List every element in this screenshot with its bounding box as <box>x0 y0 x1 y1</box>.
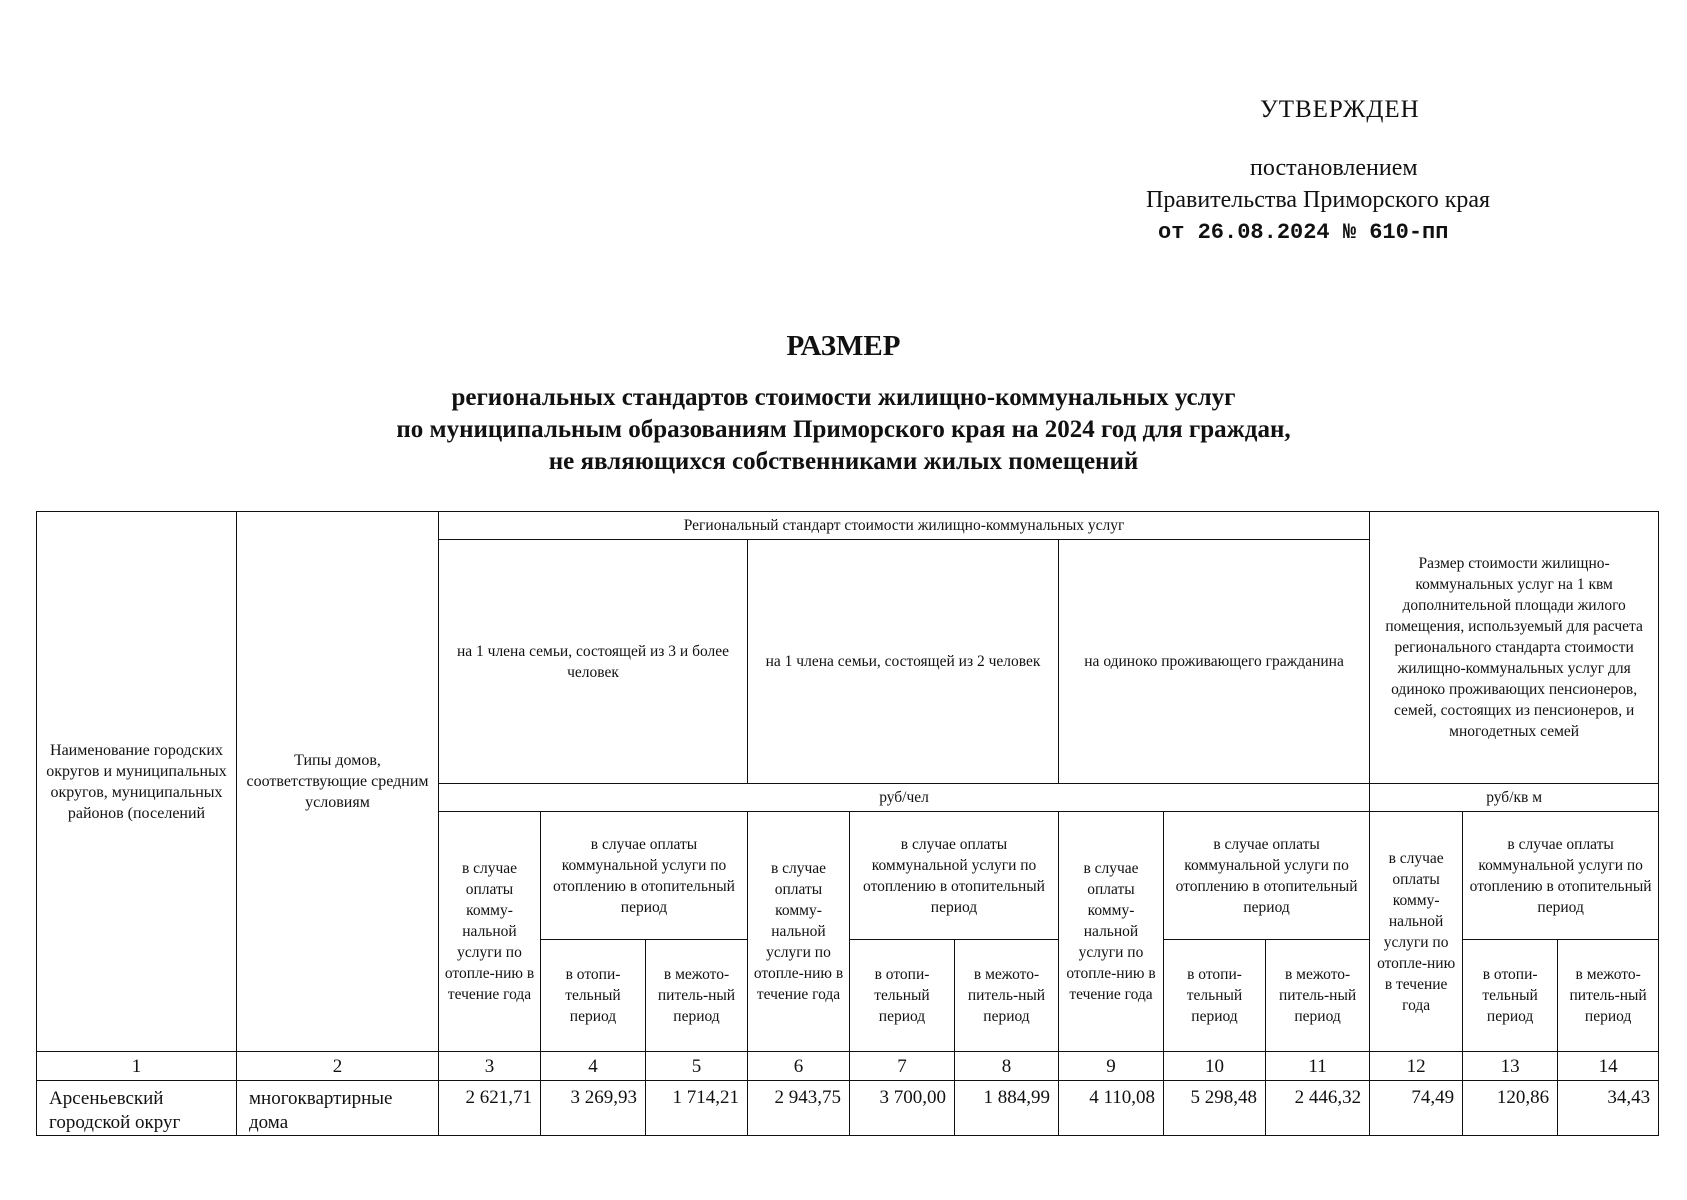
approval-authority: Правительства Приморского края <box>1146 187 1491 213</box>
regional-standard-header: Региональный стандарт стоимости жилищно-коммунальных услуг <box>439 512 1370 540</box>
sub-header-off-period-3plus: в межото-питель-ный период <box>646 940 748 1052</box>
column-number: 5 <box>646 1052 748 1081</box>
row-value: 74,49 <box>1370 1081 1463 1136</box>
row-value: 3 269,93 <box>541 1081 646 1136</box>
column-number: 9 <box>1059 1052 1164 1081</box>
column-number: 4 <box>541 1052 646 1081</box>
row-value: 4 110,08 <box>1059 1081 1164 1136</box>
row-value: 2 446,32 <box>1266 1081 1370 1136</box>
col-header-house-type: Типы домов, соответствующие средним условиям <box>237 512 439 1052</box>
unit-per-sqm: руб/кв м <box>1370 784 1659 812</box>
row-value: 3 700,00 <box>850 1081 955 1136</box>
table-row <box>37 1081 1659 1136</box>
sub-header-year-3plus: в случае оплаты комму-нальной услуги по отопле-нию в течение года <box>439 812 541 1052</box>
sub-header-heating-period-single: в отопи-тельный период <box>1164 940 1266 1052</box>
column-number: 1 <box>37 1052 237 1081</box>
sub-header-heating-period-3plus: в отопи-тельный период <box>541 940 646 1052</box>
row-value: 5 298,48 <box>1164 1081 1266 1136</box>
approval-date-number: от 26.08.2024 № 610-пп <box>1158 220 1449 245</box>
column-number: 14 <box>1558 1052 1659 1081</box>
row-house-type: многоквартирные дома <box>237 1081 439 1136</box>
column-number: 13 <box>1463 1052 1558 1081</box>
column-number: 2 <box>237 1052 439 1081</box>
subtitle-line-1: региональных стандартов стоимости жилищно-коммунальных услуг <box>451 384 1236 411</box>
document-title: РАЗМЕР <box>786 330 901 362</box>
sub-header-heating-3plus: в случае оплаты коммунальной услуги по отоплению в отопительный период <box>541 812 748 940</box>
standards-table <box>36 511 1659 1136</box>
extra-area-header: Размер стоимости жилищно-коммунальных услуг на 1 квм дополнительной площади жилого помещения, используемый для расчета регионального стандарта стоимости жилищно-коммунальных услуг для одиноко проживающих пенсионеров, семей, состоящих из пенсионеров, и многодетных семей <box>1370 512 1659 784</box>
row-value: 34,43 <box>1558 1081 1659 1136</box>
sub-header-year-single: в случае оплаты комму-нальной услуги по отопле-нию в течение года <box>1059 812 1164 1052</box>
document-subtitle <box>0 382 1687 478</box>
row-value: 120,86 <box>1463 1081 1558 1136</box>
column-number: 6 <box>748 1052 850 1081</box>
sub-header-off-period-sqm: в межото-питель-ный период <box>1558 940 1659 1052</box>
column-number-row <box>37 1052 1659 1081</box>
group-header-2: на 1 члена семьи, состоящей из 2 человек <box>748 540 1059 784</box>
subtitle-line-3: не являющихся собственниками жилых помещений <box>548 448 1139 475</box>
sub-header-heating-period-2: в отопи-тельный период <box>850 940 955 1052</box>
sub-header-off-period-2: в межото-питель-ный период <box>955 940 1059 1052</box>
column-number: 3 <box>439 1052 541 1081</box>
column-number: 7 <box>850 1052 955 1081</box>
row-municipality-name: Арсеньевский городской округ <box>37 1081 237 1136</box>
column-number: 10 <box>1164 1052 1266 1081</box>
column-number: 8 <box>955 1052 1059 1081</box>
sub-header-heating-sqm: в случае оплаты коммунальной услуги по отоплению в отопительный период <box>1463 812 1659 940</box>
sub-header-heating-period-sqm: в отопи-тельный период <box>1463 940 1558 1052</box>
column-number: 11 <box>1266 1052 1370 1081</box>
group-header-single: на одиноко проживающего гражданина <box>1059 540 1370 784</box>
row-value: 2 621,71 <box>439 1081 541 1136</box>
row-value: 2 943,75 <box>748 1081 850 1136</box>
sub-header-heating-2: в случае оплаты коммунальной услуги по отоплению в отопительный период <box>850 812 1059 940</box>
sub-header-year-2: в случае оплаты комму-нальной услуги по отопле-нию в течение года <box>748 812 850 1052</box>
row-value: 1 884,99 <box>955 1081 1059 1136</box>
row-value: 1 714,21 <box>646 1081 748 1136</box>
column-number: 12 <box>1370 1052 1463 1081</box>
subtitle-line-2: по муниципальным образованиям Приморского края на 2024 год для граждан, <box>396 416 1291 443</box>
sub-header-off-period-single: в межото-питель-ный период <box>1266 940 1370 1052</box>
sub-header-year-sqm: в случае оплаты комму-нальной услуги по отопле-нию в течение года <box>1370 812 1463 1052</box>
approval-decree-label: постановлением <box>1250 155 1418 181</box>
sub-header-heating-single: в случае оплаты коммунальной услуги по отоплению в отопительный период <box>1164 812 1370 940</box>
group-header-3plus: на 1 члена семьи, состоящей из 3 и более человек <box>439 540 748 784</box>
approval-stamp: УТВЕРЖДЕН <box>1260 96 1420 123</box>
col-header-municipality: Наименование городских округов и муниципальных округов, муниципальных районов (поселений <box>37 512 237 1052</box>
unit-per-person: руб/чел <box>439 784 1370 812</box>
